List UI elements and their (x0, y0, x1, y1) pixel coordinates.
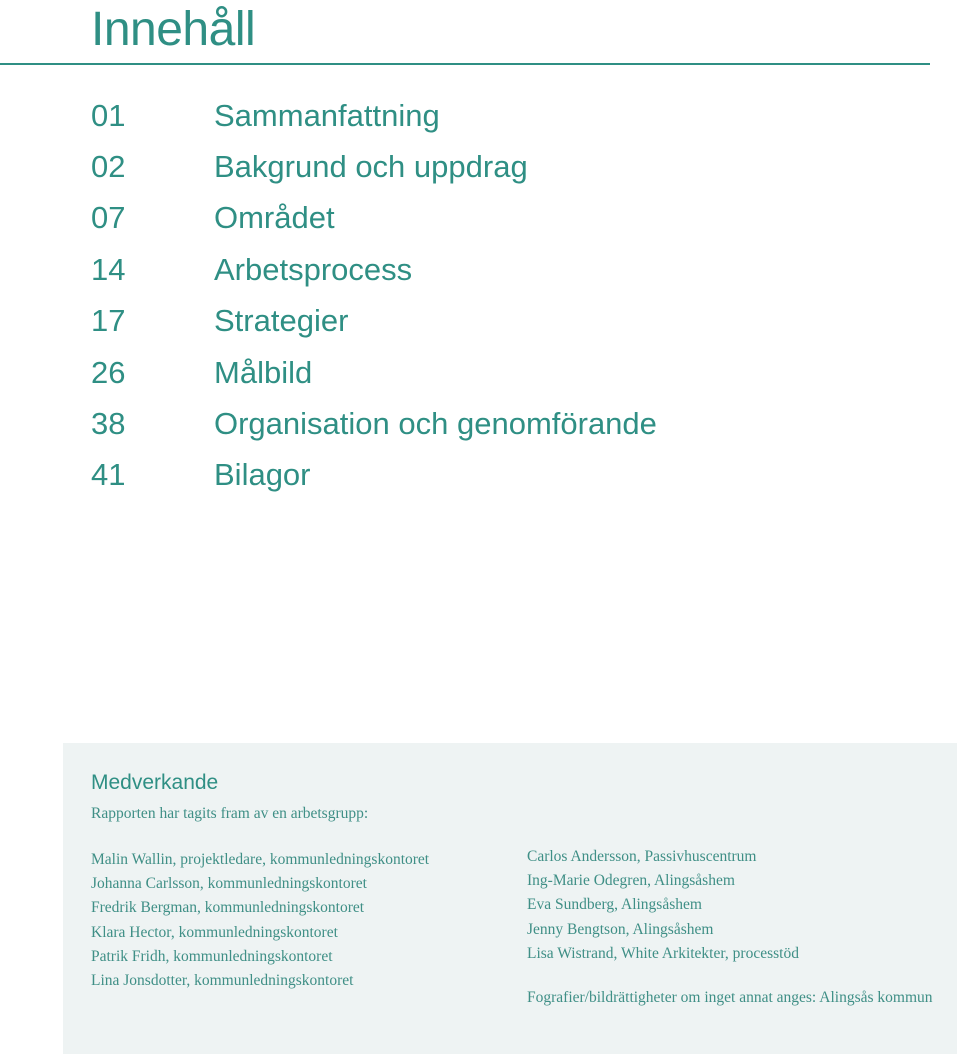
toc-page-number: 17 (91, 303, 126, 339)
toc-page-number: 38 (91, 406, 126, 442)
toc-item[interactable] (91, 296, 657, 347)
photo-credits: Fografier/bildrättigheter om inget annat anges: Alingsås kommun (527, 989, 933, 1006)
contributor-entry: Lina Jonsdotter, kommunledningskontoret (91, 972, 354, 990)
toc-label: Strategier (214, 303, 349, 339)
toc-label: Organisation och genomförande (214, 406, 657, 442)
toc-label: Området (214, 200, 335, 236)
table-of-contents (91, 90, 657, 501)
toc-page-number: 07 (91, 200, 126, 236)
contributor-entry: Eva Sundberg, Alingsåshem (527, 896, 702, 914)
toc-item[interactable] (91, 244, 657, 295)
toc-label: Arbetsprocess (214, 251, 413, 287)
toc-item[interactable] (91, 193, 657, 244)
toc-page-number: 01 (91, 97, 126, 133)
toc-label: Bakgrund och uppdrag (214, 149, 528, 185)
toc-label: Bilagor (214, 457, 311, 493)
contributors-intro: Rapporten har tagits fram av en arbetsgrupp: (91, 805, 369, 822)
contributor-entry: Lisa Wistrand, White Arkitekter, processtöd (527, 944, 799, 962)
contributor-entry: Johanna Carlsson, kommunledningskontoret (91, 875, 367, 893)
toc-page-number: 14 (91, 251, 126, 287)
contributors-list-right (527, 845, 937, 966)
contributors-heading: Medverkande (91, 771, 219, 794)
toc-item[interactable] (91, 347, 657, 398)
contributor-entry: Malin Wallin, projektledare, kommunledningskontoret (91, 851, 430, 868)
contributor-entry: Patrik Fridh, kommunledningskontoret (91, 947, 333, 965)
toc-label: Målbild (214, 354, 313, 390)
toc-item[interactable] (91, 141, 657, 192)
toc-page-number: 26 (91, 354, 126, 390)
toc-item[interactable] (91, 398, 657, 449)
contributor-entry: Klara Hector, kommunledningskontoret (91, 923, 338, 941)
toc-item[interactable] (91, 450, 657, 501)
contributors-list-left (91, 848, 429, 993)
toc-page-number: 41 (91, 457, 126, 493)
contributor-entry: Fredrik Bergman, kommunledningskontoret (91, 899, 365, 917)
page-title: Innehåll (91, 3, 256, 56)
contributor-entry: Ing-Marie Odegren, Alingsåshem (527, 872, 735, 890)
contributor-entry: Jenny Bengtson, Alingsåshem (527, 920, 714, 938)
contributors-panel (63, 743, 957, 1054)
toc-page-number: 02 (91, 149, 126, 185)
title-divider (0, 63, 930, 65)
contributor-entry: Carlos Andersson, Passivhuscentrum (527, 848, 757, 865)
toc-label: Sammanfattning (214, 97, 440, 133)
toc-item[interactable] (91, 90, 657, 141)
